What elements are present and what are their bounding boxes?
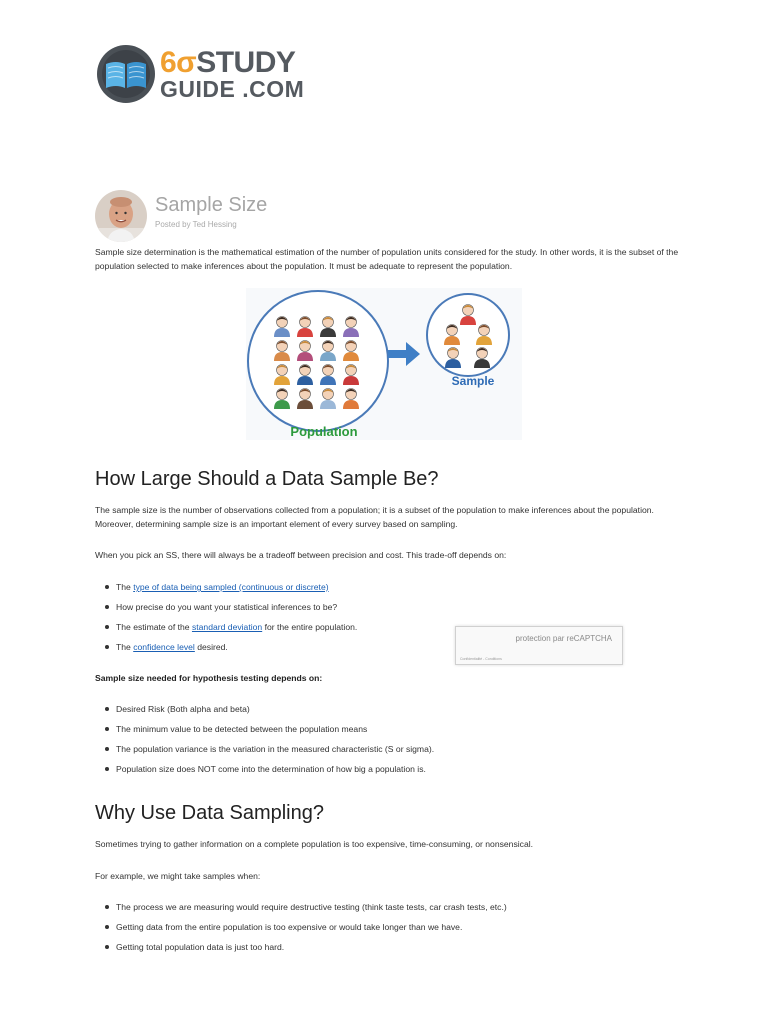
list-item: The minimum value to be detected between the population means: [105, 722, 434, 742]
post-title: Sample Size: [155, 194, 268, 216]
recaptcha-text: protection par reCAPTCHA: [515, 634, 612, 643]
logo-six-sigma: 6σ: [160, 46, 197, 79]
list-item-text: for the entire population.: [262, 622, 358, 632]
intro-paragraph: Sample size determination is the mathematical estimation of the number of population units considered for the study. In other words, it is the subset of the population selected to make inferences about the population. It must be adequate to represent the population.: [95, 247, 679, 271]
link-confidence-level[interactable]: confidence level: [133, 642, 195, 652]
section-heading-sample-size: How Large Should a Data Sample Be?: [95, 468, 439, 490]
list-item-text: The: [116, 582, 134, 592]
list-item: Desired Risk (Both alpha and beta): [105, 702, 434, 722]
list-item-text: desired.: [194, 642, 228, 652]
recaptcha-badge[interactable]: [455, 626, 623, 665]
list-item: Population size does NOT come into the determination of how big a population is.: [105, 762, 434, 782]
author-avatar[interactable]: [95, 190, 147, 242]
population-sample-illustration: [246, 288, 522, 440]
list-item: [105, 580, 357, 600]
list-item: [105, 640, 357, 660]
sampling-reasons-list: [105, 900, 507, 960]
logo-wordmark-top: [160, 48, 295, 78]
book-logo-icon: [96, 44, 156, 104]
section1-paragraph-2: When you pick an SS, there will always be a tradeoff between precision and cost. This trade-off depends on:: [95, 550, 507, 560]
list-item: [105, 620, 357, 640]
section1-paragraph-1: The sample size is the number of observations collected from a population; it is a subset of the population to make inferences about the population. Moreover, determining sample size is an important element of every survey based on sampling.: [95, 505, 654, 529]
list-item: The population variance is the variation in the measured characteristic (S or sigma).: [105, 742, 434, 762]
hypothesis-testing-label: Sample size needed for hypothesis testing depends on:: [95, 673, 323, 683]
list-item: Getting total population data is just too hard.: [105, 940, 507, 960]
list-item-text: How precise do you want your statistical inferences to be?: [116, 602, 338, 612]
section2-paragraph-1: Sometimes trying to gather information on a complete population is too expensive, time-consuming, or nonsensical.: [95, 839, 534, 849]
section-heading-why-sampling: Why Use Data Sampling?: [95, 802, 324, 824]
link-type-of-data[interactable]: type of data being sampled (continuous or discrete): [133, 582, 329, 592]
logo-study: STUDY: [196, 46, 296, 79]
link-standard-deviation[interactable]: standard deviation: [191, 622, 263, 632]
list-item: The process we are measuring would require destructive testing (think taste tests, car crash tests, etc.): [105, 900, 507, 920]
list-item: Getting data from the entire population is too expensive or would take longer than we have.: [105, 920, 507, 940]
post-byline: Posted by Ted Hessing: [155, 220, 237, 229]
sample-label: Sample: [451, 374, 495, 388]
recaptcha-privacy-links[interactable]: Confidentialité - Conditions: [460, 657, 502, 661]
list-item-text: The estimate of the: [116, 622, 192, 632]
site-logo[interactable]: [96, 44, 336, 106]
tradeoff-list: [105, 580, 357, 660]
hypothesis-list: [105, 702, 434, 782]
section2-paragraph-2: For example, we might take samples when:: [95, 871, 261, 881]
population-label: Population: [290, 424, 358, 439]
list-item: [105, 600, 357, 620]
logo-wordmark-bottom: GUIDE .COM: [160, 76, 305, 102]
list-item-text: The: [116, 642, 134, 652]
